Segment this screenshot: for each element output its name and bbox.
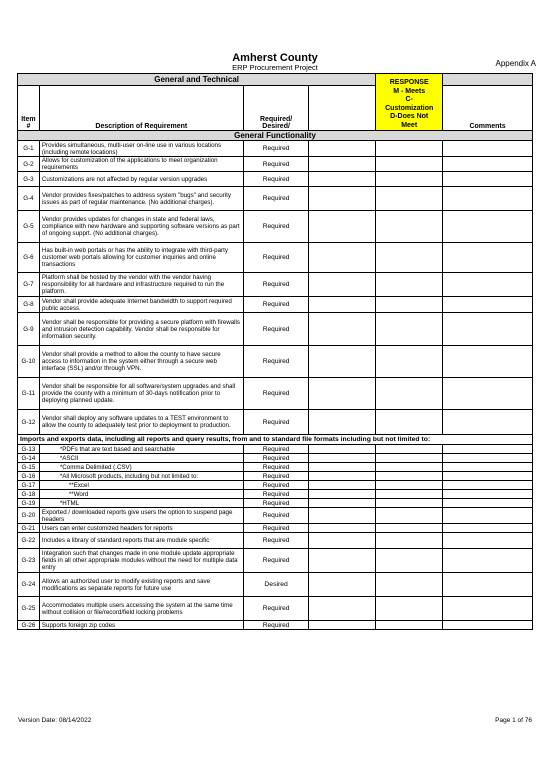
requirement-description: **Word [39, 490, 243, 499]
comments-cell[interactable] [443, 508, 533, 524]
requirement-description: **Excel [39, 481, 243, 490]
requirement-row [18, 597, 533, 621]
response-cell[interactable] [309, 490, 376, 499]
requirements-table [17, 73, 533, 630]
requirement-row [18, 499, 533, 508]
item-number: G-11 [18, 378, 40, 410]
response-cell[interactable] [376, 621, 443, 630]
response-cell[interactable] [376, 346, 443, 378]
response-cell[interactable] [309, 141, 376, 157]
item-number: G-6 [18, 243, 40, 273]
response-cell[interactable] [309, 346, 376, 378]
comments-header: Comments [443, 86, 533, 131]
requirement-description: Provides simultaneous, multi-user on-line use in various locations (including remote locations) [39, 141, 243, 157]
response-cell[interactable] [309, 621, 376, 630]
response-cell[interactable] [309, 313, 376, 346]
requirement-row [18, 481, 533, 490]
subsection-title: General Functionality [18, 131, 533, 141]
comments-cell[interactable] [443, 463, 533, 472]
required-desired-value: Required [243, 463, 309, 472]
item-number: G-15 [18, 463, 40, 472]
requirement-row [18, 573, 533, 597]
requirement-description: Vendor shall be responsible for all software/system upgrades and shall provide the county with a minimum of 30-days notification prior to deploying planned update. [39, 378, 243, 410]
required-desired-value: Required [243, 621, 309, 630]
response-cell[interactable] [376, 490, 443, 499]
required-desired-value: Required [243, 472, 309, 481]
response-cell[interactable] [309, 524, 376, 533]
requirement-description: Platform shall be hosted by the vendor with the vendor having responsibility for all hardware and infrastructure required to run the platform. [39, 273, 243, 297]
required-desired-value: Required [243, 211, 309, 243]
requirement-row [18, 533, 533, 549]
item-number: G-13 [18, 445, 40, 454]
comments-cell[interactable] [443, 172, 533, 187]
response-cell[interactable] [376, 157, 443, 172]
requirement-description: Users can enter customized headers for reports [39, 524, 243, 533]
response-cell[interactable] [309, 157, 376, 172]
response-cell[interactable] [376, 472, 443, 481]
response-cell[interactable] [376, 410, 443, 435]
response-cell[interactable] [309, 533, 376, 549]
requirement-row [18, 172, 533, 187]
version-date: Version Date: 08/14/2022 [18, 717, 92, 724]
response-cell[interactable] [309, 508, 376, 524]
requirement-description: *PDFs that are text based and searchable [39, 445, 243, 454]
item-number: G-14 [18, 454, 40, 463]
requirement-description: Vendor shall deploy any software updates to a TEST environment to allow the county to adequately test prior to deployment to production. [39, 410, 243, 435]
imports-exports-heading: Imports and exports data, including all reports and query results, from and to standard file formats including but not limited to: [18, 435, 533, 445]
required-desired-value: Required [243, 410, 309, 435]
item-number: G-5 [18, 211, 40, 243]
requirement-description: Vendor provides updates for changes in state and federal laws, compliance with new hardware and supporting software versions as part of ongoing supprt. (No additional charges). [39, 211, 243, 243]
item-number: G-25 [18, 597, 40, 621]
required-desired-value: Required [243, 157, 309, 172]
comments-cell[interactable] [443, 597, 533, 621]
requirement-row [18, 445, 533, 454]
requirement-row [18, 410, 533, 435]
item-number: G-17 [18, 481, 40, 490]
requirement-row [18, 211, 533, 243]
required-desired-value: Required [243, 313, 309, 346]
response-cell[interactable] [309, 297, 376, 313]
response-cell[interactable] [309, 410, 376, 435]
response-cell[interactable] [376, 533, 443, 549]
item-number-header: Item # [18, 86, 40, 131]
requirement-row [18, 472, 533, 481]
response-cell[interactable] [309, 172, 376, 187]
item-number: G-26 [18, 621, 40, 630]
response-cell[interactable] [309, 481, 376, 490]
response-cell[interactable] [376, 463, 443, 472]
requirement-row [18, 313, 533, 346]
required-desired-value: Required [243, 346, 309, 378]
response-cell[interactable] [376, 297, 443, 313]
comments-cell[interactable] [443, 187, 533, 211]
requirement-row [18, 508, 533, 524]
required-desired-header: Required/ Desired/ [243, 86, 309, 131]
comments-cell[interactable] [443, 410, 533, 435]
requirement-row [18, 273, 533, 297]
document-subtitle: ERP Procurement Project [232, 63, 318, 72]
requirement-description: Vendor shall be responsible for providing a secure platform with firewalls and intrusion detection capability. Vendor shall be responsible for information security. [39, 313, 243, 346]
response-cell[interactable] [309, 573, 376, 597]
required-desired-value: Desired [243, 573, 309, 597]
response-cell[interactable] [376, 524, 443, 533]
requirement-row [18, 157, 533, 172]
item-number: G-7 [18, 273, 40, 297]
required-desired-value: Required [243, 273, 309, 297]
requirement-description: Vendor shall provide a method to allow the county to have secure access to information in the system either through a secure web interface (SSL) and/or through VPN. [39, 346, 243, 378]
appendix-label: Appendix A [495, 59, 536, 68]
response-cell[interactable] [309, 273, 376, 297]
response-cell[interactable] [309, 211, 376, 243]
required-desired-value: Required [243, 172, 309, 187]
comments-cell[interactable] [443, 297, 533, 313]
requirement-description: *All Microsoft products, including but not limited to: [39, 472, 243, 481]
comments-cell[interactable] [443, 490, 533, 499]
required-desired-value: Required [243, 141, 309, 157]
requirement-row [18, 297, 533, 313]
requirement-description: Integration such that changes made in one module update appropriate fields in all other appropriate modules without the need for multiple data entry [39, 549, 243, 573]
item-number: G-23 [18, 549, 40, 573]
required-desired-value: Required [243, 187, 309, 211]
page-number: Page 1 of 76 [495, 717, 532, 724]
comments-cell[interactable] [443, 524, 533, 533]
required-desired-value: Required [243, 378, 309, 410]
requirement-description: Accommodates multiple users accessing the system at the same time without collision or file/record/field locking problems [39, 597, 243, 621]
required-desired-value: Required [243, 454, 309, 463]
requirement-description: Includes a library of standard reports that are module specific [39, 533, 243, 549]
response-cell[interactable] [376, 378, 443, 410]
requirement-description: Vendor provides fixes/patches to address system "bugs" and security issues as part of regular maintenance. (No additional charges). [39, 187, 243, 211]
comments-cell[interactable] [443, 346, 533, 378]
requirement-description: *Comma Delimited (.CSV) [39, 463, 243, 472]
comments-cell[interactable] [443, 621, 533, 630]
requirement-description: Customizations are not affected by regular version upgrades [39, 172, 243, 187]
item-number: G-1 [18, 141, 40, 157]
response-cell[interactable] [376, 172, 443, 187]
item-number: G-22 [18, 533, 40, 549]
requirement-description: Has built-in web portals or has the ability to integrate with third-party customer web portals allowing for customer inquiries and online transactions [39, 243, 243, 273]
item-number: G-12 [18, 410, 40, 435]
response-cell[interactable] [376, 549, 443, 573]
response-cell[interactable] [376, 499, 443, 508]
required-desired-value: Required [243, 243, 309, 273]
requirement-row [18, 549, 533, 573]
requirement-row [18, 621, 533, 630]
comments-cell[interactable] [443, 481, 533, 490]
item-number: G-8 [18, 297, 40, 313]
required-desired-value: Required [243, 297, 309, 313]
response-cell[interactable] [309, 463, 376, 472]
response-header: RESPONSE M - Meets C- Customization D-Does Not Meet [376, 74, 443, 131]
response-cell[interactable] [376, 187, 443, 211]
response-cell[interactable] [376, 573, 443, 597]
response-cell[interactable] [376, 454, 443, 463]
comments-cell[interactable] [443, 445, 533, 454]
comments-cell[interactable] [443, 573, 533, 597]
comments-cell[interactable] [443, 499, 533, 508]
required-desired-value: Required [243, 481, 309, 490]
item-number: G-19 [18, 499, 40, 508]
requirement-description: *ASCII [39, 454, 243, 463]
response-cell[interactable] [376, 243, 443, 273]
response-cell[interactable] [309, 549, 376, 573]
response-cell[interactable] [376, 508, 443, 524]
response-cell[interactable] [309, 243, 376, 273]
section-title: General and Technical [18, 74, 376, 86]
response-cell[interactable] [376, 141, 443, 157]
requirement-row [18, 141, 533, 157]
item-number: G-3 [18, 172, 40, 187]
item-number: G-16 [18, 472, 40, 481]
response-cell[interactable] [309, 499, 376, 508]
requirement-description: *HTML [39, 499, 243, 508]
requirement-description: Allows for customization of the applications to meet organization requirements [39, 157, 243, 172]
comments-cell[interactable] [443, 533, 533, 549]
requirement-row [18, 346, 533, 378]
requirement-row [18, 454, 533, 463]
comments-cell[interactable] [443, 378, 533, 410]
item-number: G-10 [18, 346, 40, 378]
comments-cell[interactable] [443, 549, 533, 573]
item-number: G-9 [18, 313, 40, 346]
item-number: G-24 [18, 573, 40, 597]
required-desired-value: Required [243, 508, 309, 524]
response-cell[interactable] [376, 273, 443, 297]
document-title: Amherst County [232, 52, 318, 64]
response-cell[interactable] [309, 378, 376, 410]
item-number: G-18 [18, 490, 40, 499]
requirement-row [18, 524, 533, 533]
item-number: G-21 [18, 524, 40, 533]
comments-cell[interactable] [443, 273, 533, 297]
requirement-description: Exported / downloaded reports give users the option to suspend page headers [39, 508, 243, 524]
description-header: Description of Requirement [39, 86, 243, 131]
response-cell[interactable] [309, 445, 376, 454]
comments-cell[interactable] [443, 243, 533, 273]
requirement-description: Supports foreign zip codes [39, 621, 243, 630]
requirement-row [18, 490, 533, 499]
response-cell[interactable] [309, 454, 376, 463]
item-number: G-20 [18, 508, 40, 524]
requirement-row [18, 243, 533, 273]
required-desired-value: Required [243, 445, 309, 454]
requirement-description: Allows an authorized user to modify existing reports and save modifications as separate reports for future use [39, 573, 243, 597]
response-cell[interactable] [376, 481, 443, 490]
requirement-row [18, 187, 533, 211]
comments-cell[interactable] [443, 313, 533, 346]
requirement-row [18, 378, 533, 410]
required-desired-value: Required [243, 533, 309, 549]
response-cell[interactable] [376, 445, 443, 454]
response-cell[interactable] [376, 211, 443, 243]
comments-cell[interactable] [443, 141, 533, 157]
required-desired-value: Required [243, 549, 309, 573]
response-cell[interactable] [309, 597, 376, 621]
required-desired-value: Required [243, 490, 309, 499]
required-desired-value: Required [243, 499, 309, 508]
response-cell[interactable] [309, 472, 376, 481]
response-cell[interactable] [376, 313, 443, 346]
item-number: G-2 [18, 157, 40, 172]
response-cell[interactable] [376, 597, 443, 621]
item-number: G-4 [18, 187, 40, 211]
requirement-description: Vendor shall provide adequate Internet bandwidth to support required public access. [39, 297, 243, 313]
comments-cell[interactable] [443, 211, 533, 243]
comments-cell[interactable] [443, 157, 533, 172]
required-desired-value: Required [243, 597, 309, 621]
comments-cell[interactable] [443, 472, 533, 481]
comments-cell[interactable] [443, 454, 533, 463]
required-desired-value: Required [243, 524, 309, 533]
requirement-row [18, 463, 533, 472]
response-cell[interactable] [309, 187, 376, 211]
